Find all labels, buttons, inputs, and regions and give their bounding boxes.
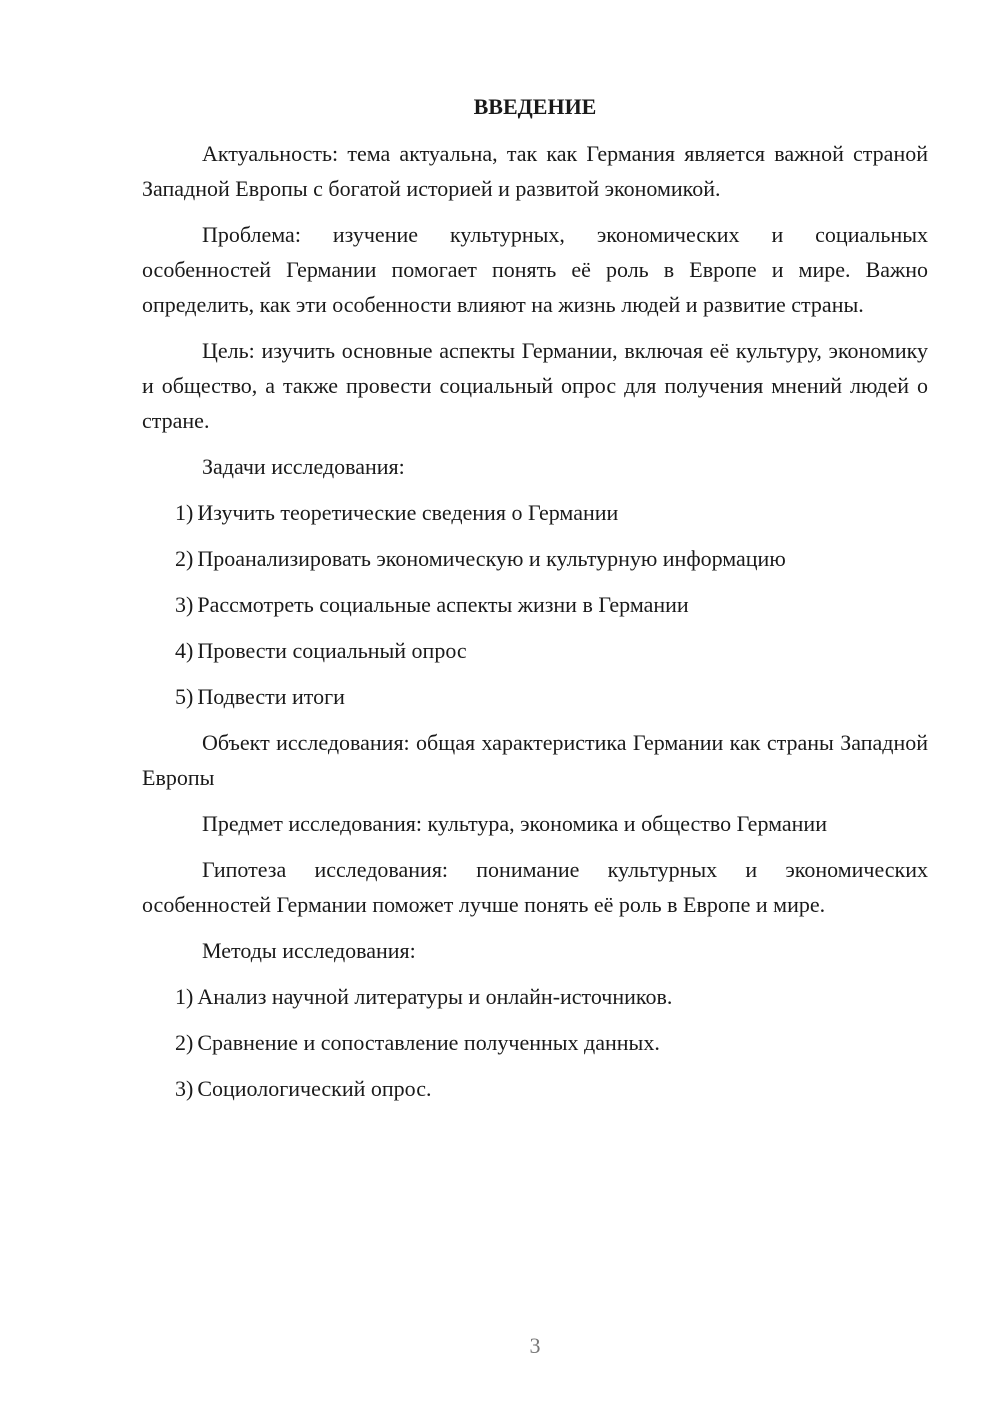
methods-list — [142, 979, 928, 1106]
page-number: 3 — [529, 1333, 541, 1358]
list-item-number: 5) — [175, 684, 194, 709]
list-item — [142, 541, 928, 576]
problem-paragraph: Проблема: изучение культурных, экономических и социальных особенностей Германии помогает понять её роль в Европе и мире. Важно определить, как эти особенности влияют на жизнь людей и развитие страны. — [142, 222, 928, 317]
hypothesis-paragraph: Гипотеза исследования: понимание культурных и экономических особенностей Германии поможет лучше понять её роль в Европе и мире. — [142, 857, 928, 917]
list-item-text: Провести социальный опрос — [197, 638, 467, 663]
list-item-number: 3) — [175, 1076, 194, 1101]
list-item-text: Анализ научной литературы и онлайн-источников. — [197, 984, 673, 1009]
document-page — [142, 92, 928, 1117]
object-paragraph: Объект исследования: общая характеристика Германии как страны Западной Европы — [142, 730, 928, 790]
page-title: ВВЕДЕНИЕ — [473, 94, 597, 119]
list-item-number: 2) — [175, 1030, 194, 1055]
list-item — [142, 633, 928, 668]
methods-heading: Методы исследования: — [202, 938, 416, 963]
list-item-text: Подвести итоги — [197, 684, 345, 709]
list-item-text: Сравнение и сопоставление полученных данных. — [197, 1030, 660, 1055]
list-item — [142, 495, 928, 530]
tasks-list — [142, 495, 928, 714]
list-item-number: 4) — [175, 638, 194, 663]
list-item-text: Проанализировать экономическую и культурную информацию — [197, 546, 786, 571]
subject-paragraph: Предмет исследования: культура, экономика и общество Германии — [202, 811, 827, 836]
list-item-text: Рассмотреть социальные аспекты жизни в Германии — [197, 592, 689, 617]
list-item — [142, 1071, 928, 1106]
list-item-number: 2) — [175, 546, 194, 571]
list-item-number: 3) — [175, 592, 194, 617]
list-item — [142, 587, 928, 622]
relevance-paragraph: Актуальность: тема актуальна, так как Германия является важной страной Западной Европы с богатой историей и развитой экономикой. — [142, 141, 928, 201]
list-item — [142, 979, 928, 1014]
list-item — [142, 1025, 928, 1060]
list-item-number: 1) — [175, 984, 194, 1009]
list-item-text: Социологический опрос. — [197, 1076, 432, 1101]
tasks-heading: Задачи исследования: — [202, 454, 405, 479]
list-item — [142, 679, 928, 714]
list-item-number: 1) — [175, 500, 194, 525]
goal-paragraph: Цель: изучить основные аспекты Германии, включая её культуру, экономику и общество, а также провести социальный опрос для получения мнений людей о стране. — [142, 338, 928, 433]
list-item-text: Изучить теоретические сведения о Германии — [197, 500, 619, 525]
